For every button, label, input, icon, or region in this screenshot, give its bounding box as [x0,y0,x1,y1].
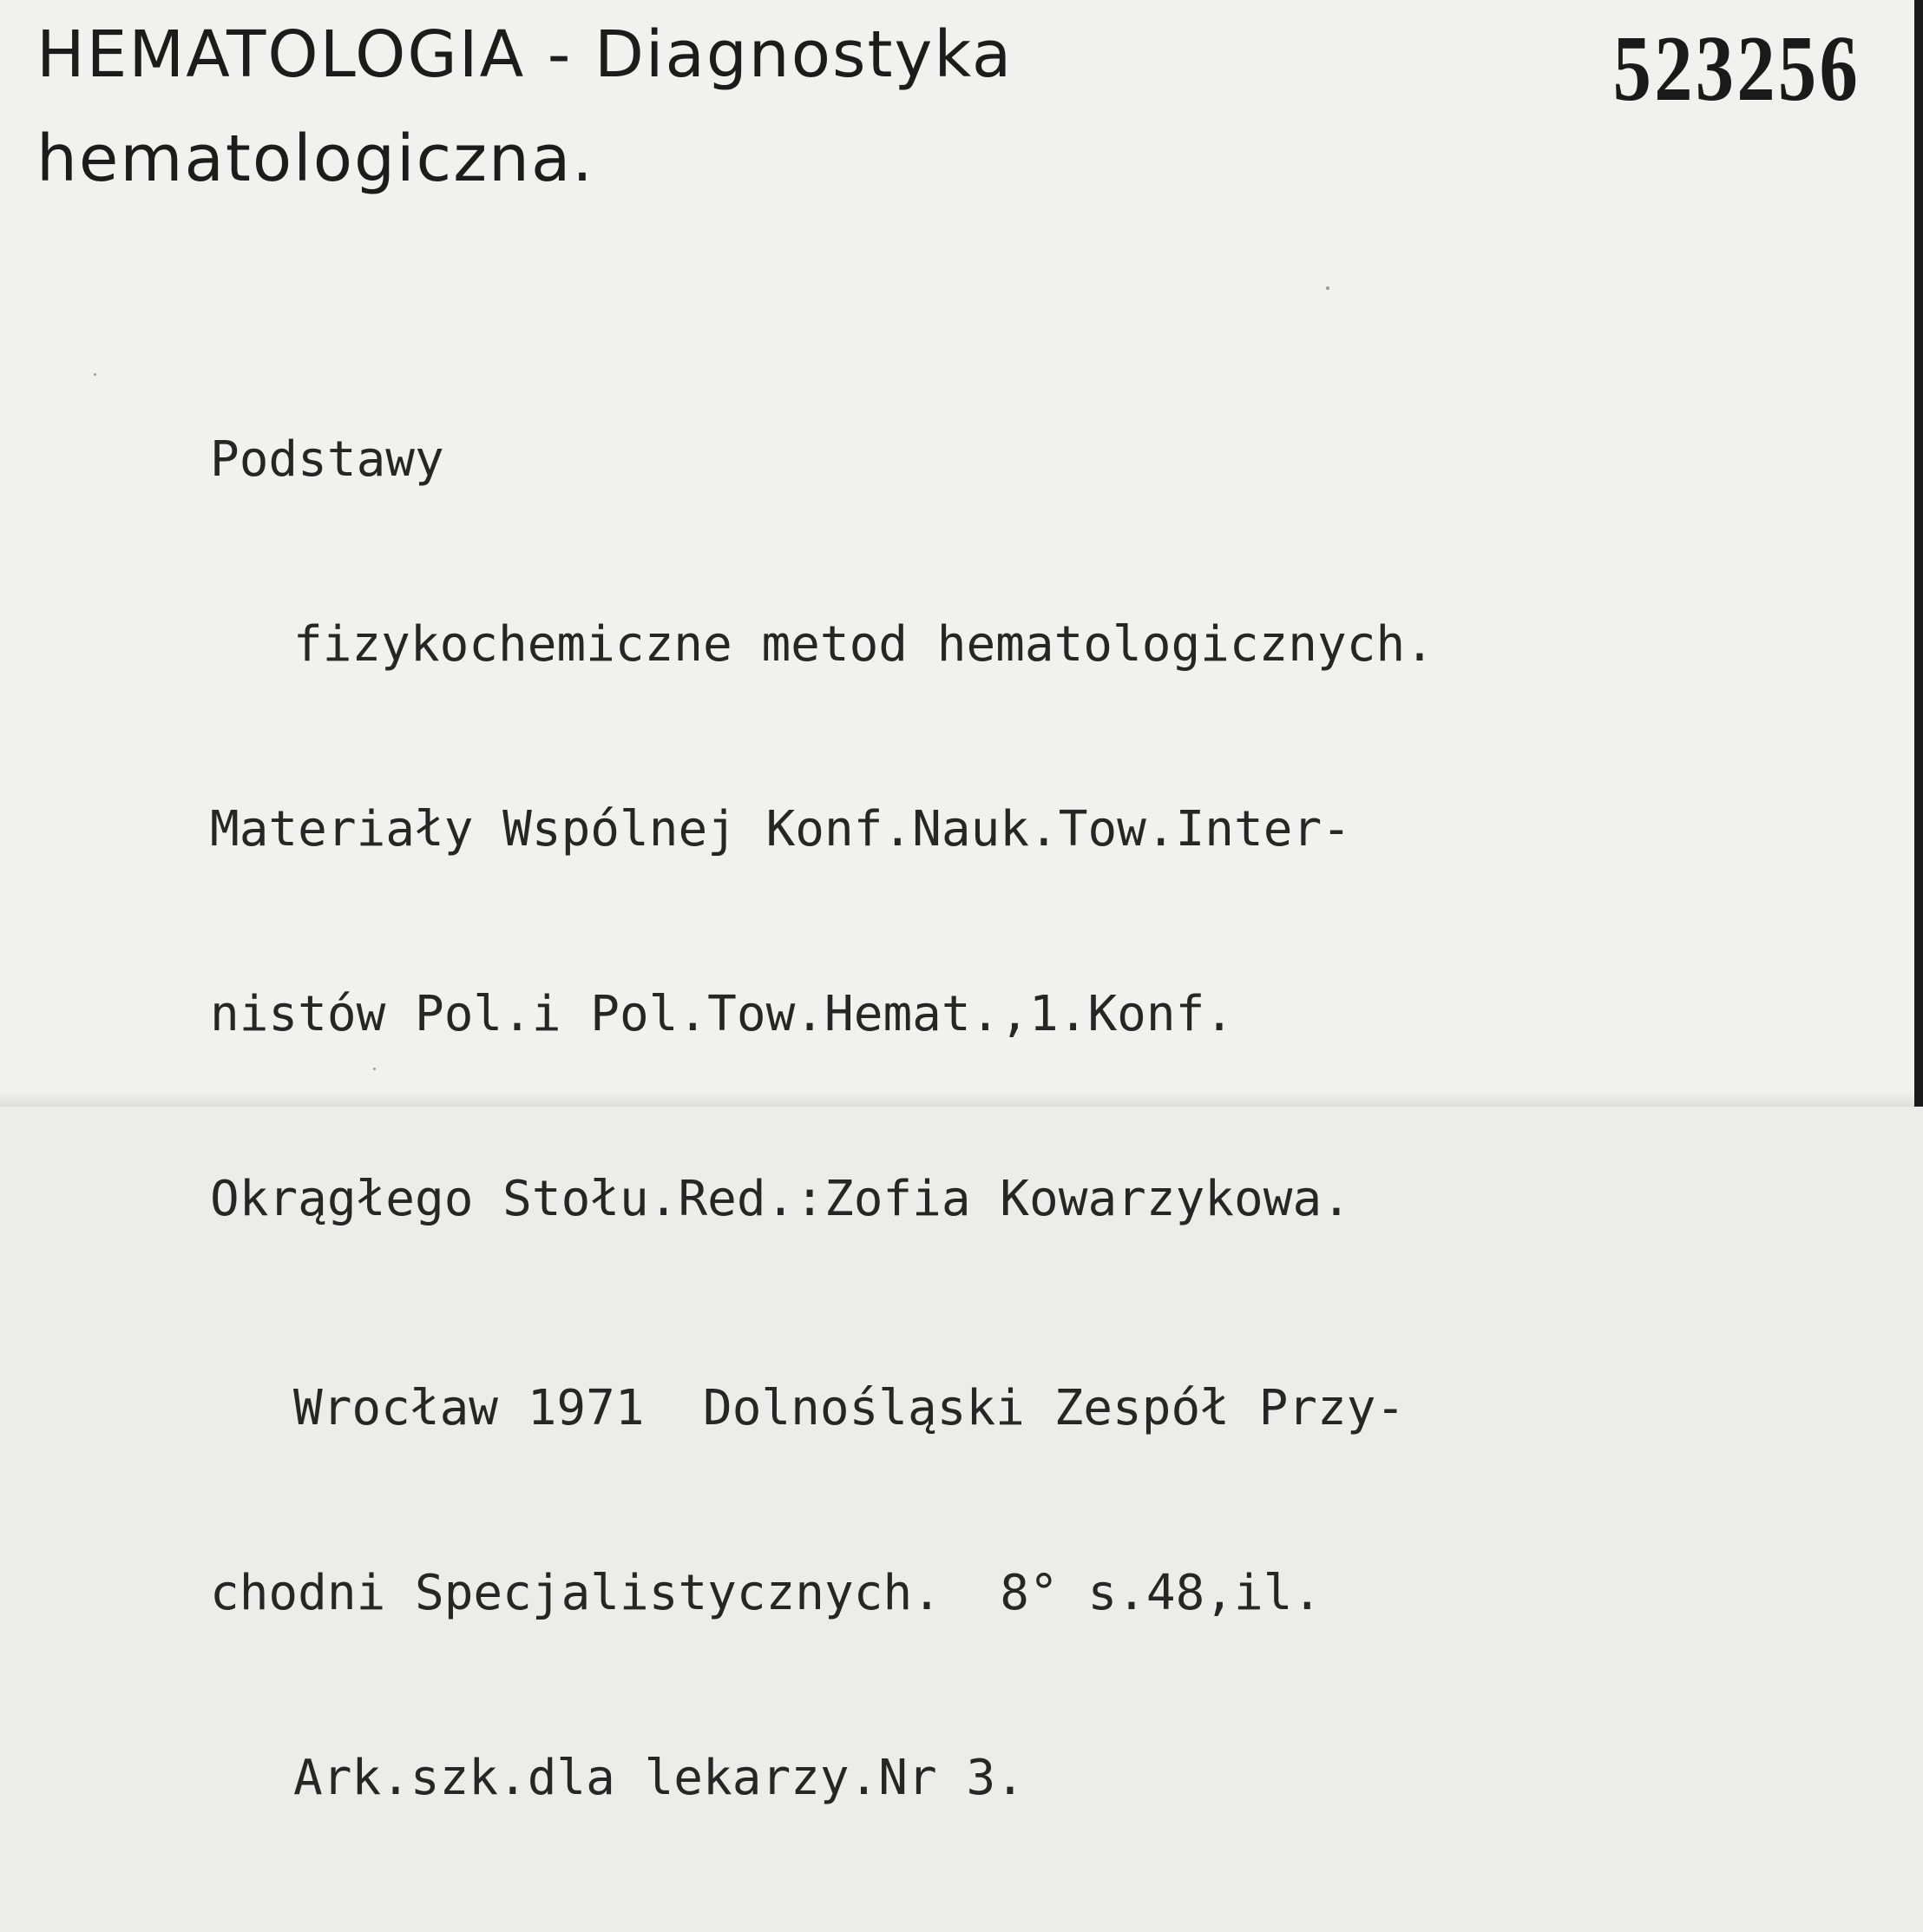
subject-heading-line-1: HEMATOLOGIA - Diagnostyka [36,17,1014,92]
entry-series-line: Ark.szk.dla lekarzy.Nr 3. [293,1750,1025,1806]
paper-speck [94,373,96,376]
entry-imprint-line-2: chodni Specjalistycznych. 8° s.48,il. [210,1565,1322,1621]
entry-note-line-2: nistów Pol.i Pol.Tow.Hemat.,1.Konf. [210,986,1235,1042]
entry-title-line-2: fizykochemiczne metod hematologicznych. [293,616,1434,673]
bibliographic-entry [210,306,1434,1932]
call-number: 523256 [1612,17,1861,121]
subject-heading-line-2: hematologiczna. [36,122,594,196]
entry-note-line-3: Okrągłego Stołu.Red.:Zofia Kowarzykowa. [210,1171,1351,1227]
entry-note-line-1: Materiały Wspólnej Konf.Nauk.Tow.Inter- [210,801,1351,858]
entry-imprint-line-1: Wrocław 1971 Dolnośląski Zespół Przy- [293,1380,1406,1436]
entry-title-line-1: Podstawy [210,431,444,488]
paper-speck [373,1068,376,1070]
card-shadow [0,1091,1923,1107]
card-edge [1914,0,1923,1107]
paper-speck [1326,286,1329,290]
